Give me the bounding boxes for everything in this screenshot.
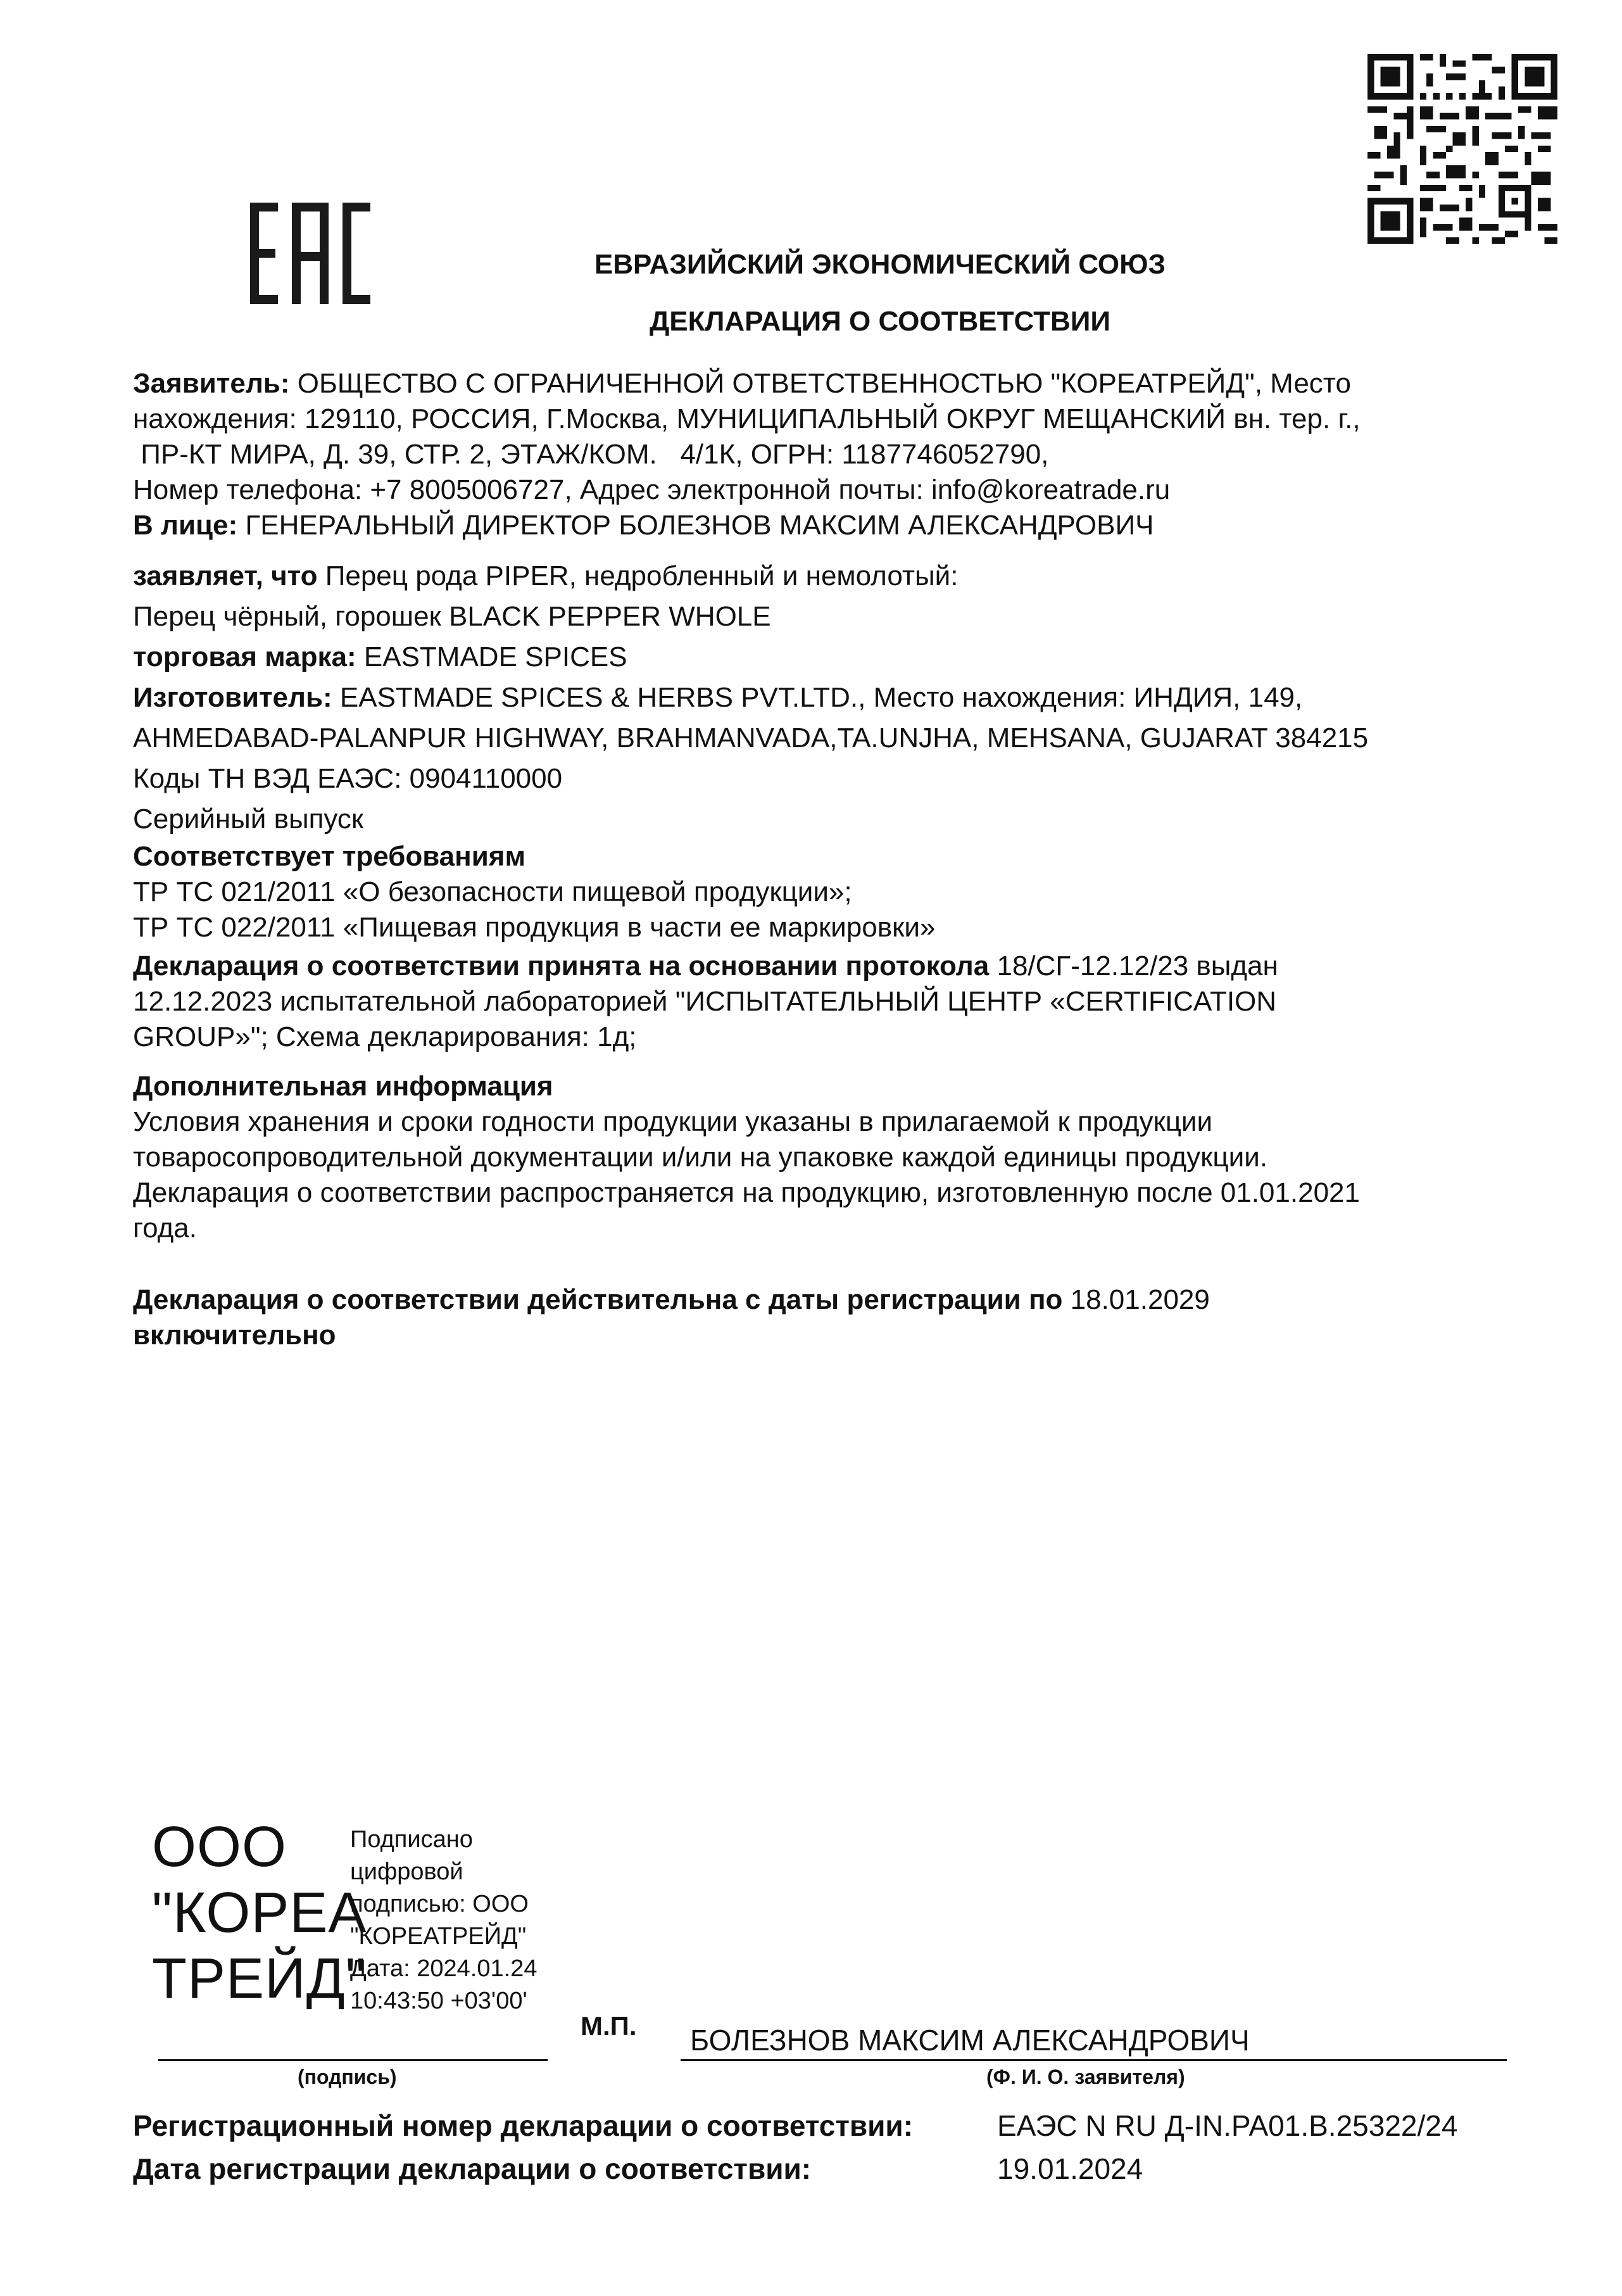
validity-date: 18.01.2029 [1070,1284,1210,1315]
trademark-line [133,637,1513,678]
signature-line [158,2059,548,2061]
validity-label: Декларация о соответствии действительна с даты регистрации по [133,1284,1063,1315]
basis-line-2: 12.12.2023 испытательной лабораторией "ИСПЫТАТЕЛЬНЫЙ ЦЕНТР «CERTIFICATION [133,986,1277,1017]
trademark-label: торговая марка: [133,641,356,672]
manufacturer-label: Изготовитель: [133,682,332,713]
production-type: Серийный выпуск [133,804,364,835]
basis-label: Декларация о соответствии принята на основании протокола [133,950,990,981]
compliance-item: ТР ТС 022/2011 «Пищевая продукция в части ее маркировки» [133,912,936,943]
reg-date-value: 19.01.2024 [997,2152,1143,2185]
product-name: Перец чёрный, горошек BLACK PEPPER WHOLE [133,601,771,632]
basis-block [133,949,1513,1055]
declares-value: Перец рода PIPER, недробленный и немолотый: [325,560,959,591]
digital-signature-note [350,1824,537,2017]
manufacturer-value: EASTMADE SPICES & HERBS PVT.LTD., Место нахождения: ИНДИЯ, 149, [339,682,1303,713]
note-line-1: Подписано [350,1826,473,1853]
validity-line-1 [133,1282,1513,1318]
reg-number-label: Регистрационный номер декларации о соответствии: [133,2109,914,2142]
applicant-name: ОБЩЕСТВО С ОГРАНИЧЕННОЙ ОТВЕТСТВЕННОСТЬЮ "КОРЕАТРЕЙД", Место [297,368,1351,399]
representative-line [133,508,1513,543]
manufacturer-line-1 [133,678,1513,718]
note-line-2: цифровой [350,1858,463,1885]
stamp-line-2: "КОРЕА [152,1881,367,1945]
signature-stamp [152,1814,367,2012]
title-union: ЕВРАЗИЙСКИЙ ЭКОНОМИЧЕСКИЙ СОЮЗ [594,249,1166,280]
note-line-5: Дата: 2024.01.24 [350,1955,538,1982]
stamp-line-1: ООО [152,1815,287,1879]
validity-suffix: включительно [133,1320,336,1351]
note-line-6: 10:43:50 +03'00' [350,1988,527,2014]
applicant-label: Заявитель: [133,368,290,399]
additional-line-3: Декларация о соответствии распространяется на продукцию, изготовленную после 01.01.2021 [133,1177,1360,1208]
additional-line-1: Условия хранения и сроки годности продукции указаны в прилагаемой к продукции [133,1106,1213,1137]
compliance-block [133,839,1513,945]
note-line-4: "КОРЕАТРЕЙД" [350,1923,527,1950]
signature-caption: (подпись) [298,2066,397,2088]
seal-place: М.П. [581,2011,637,2041]
basis-protocol: 18/СГ-12.12/23 выдан [996,950,1278,981]
note-line-3: подписью: ООО [350,1891,529,1917]
basis-line-3: GROUP»"; Схема декларирования: 1д; [133,1021,637,1052]
additional-block [133,1069,1513,1246]
title-declaration: ДЕКЛАРАЦИЯ О СООТВЕТСТВИИ [649,306,1111,337]
name-line [681,2059,1507,2061]
declares-line [133,556,1513,596]
basis-line-1 [133,949,1513,984]
signer-name: БОЛЕЗНОВ МАКСИМ АЛЕКСАНДРОВИЧ [690,2024,1250,2057]
manufacturer-line-2: AHMEDABAD-PALANPUR HIGHWAY, BRAHMANVADA,TA.UNJHA, MEHSANA, GUJARAT 384215 [133,722,1369,754]
product-block [133,556,1513,840]
additional-line-2: товаросопроводительной документации и/или на упаковке каждой единицы продукции. [133,1142,1267,1173]
additional-line-4: года. [133,1213,197,1244]
applicant-block [133,366,1513,543]
reg-number-value: ЕАЭС N RU Д-IN.РА01.В.25322/24 [997,2109,1458,2142]
hs-codes: Коды ТН ВЭД ЕАЭС: 0904110000 [133,763,563,794]
name-caption: (Ф. И. О. заявителя) [986,2066,1185,2088]
representative-value: ГЕНЕРАЛЬНЫЙ ДИРЕКТОР БОЛЕЗНОВ МАКСИМ АЛЕКСАНДРОВИЧ [245,510,1154,541]
compliance-heading: Соответствует требованиям [133,841,525,872]
reg-date-label: Дата регистрации декларации о соответствии: [133,2152,812,2185]
additional-heading: Дополнительная информация [133,1071,553,1102]
declares-label: заявляет, что [133,560,318,591]
trademark-value: EASTMADE SPICES [363,641,627,672]
applicant-line-2: нахождения: 129110, РОССИЯ, Г.Москва, МУНИЦИПАЛЬНЫЙ ОКРУГ МЕЩАНСКИЙ вн. тер. г., [133,403,1361,434]
applicant-line-3: ПР-КТ МИРА, Д. 39, СТР. 2, ЭТАЖ/КОМ. 4/1К, ОГРН: 1187746052790, [133,439,1049,470]
compliance-item: ТР ТС 021/2011 «О безопасности пищевой продукции»; [133,876,852,907]
applicant-line-1 [133,366,1513,401]
applicant-line-4: Номер телефона: +7 8005006727, Адрес электронной почты: info@koreatrade.ru [133,474,1171,505]
qr-code-icon [1367,54,1557,244]
representative-label: В лице: [133,510,238,541]
stamp-line-3: ТРЕЙД" [152,1947,367,2010]
validity-block [133,1282,1513,1353]
